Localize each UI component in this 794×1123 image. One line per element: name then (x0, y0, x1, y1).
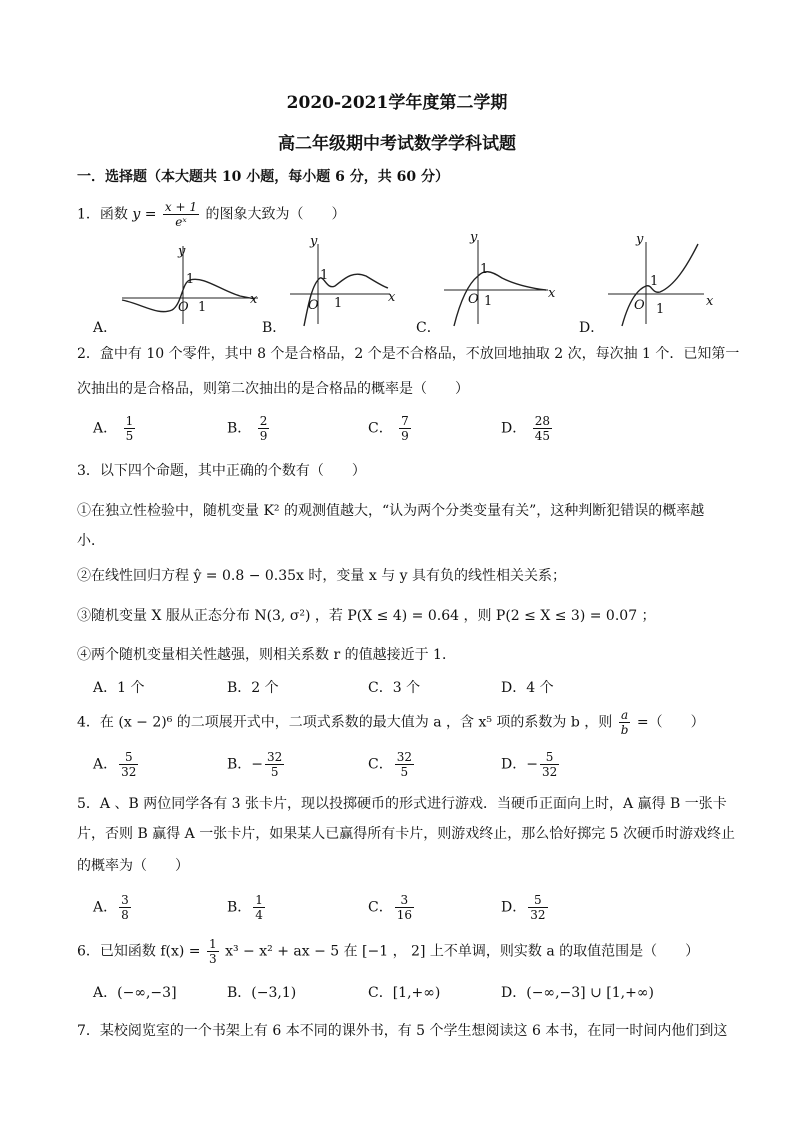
graph-d-origin: O (634, 298, 645, 313)
graph-c-one-y: 1 (480, 262, 489, 277)
graph-b-one-x: 1 (334, 296, 343, 311)
q4-option-d[interactable] (501, 750, 561, 779)
q2-option-d[interactable] (501, 414, 554, 443)
q4-a-den: 32 (121, 765, 137, 779)
q4-frac-den: b (620, 723, 629, 737)
q1-frac-num: x + 1 (164, 200, 198, 214)
q3-c-label: C． (368, 680, 393, 696)
q3-option-c[interactable] (368, 677, 420, 697)
q4-d-den: 32 (541, 765, 558, 779)
q6-b-text: (−3,1) (251, 985, 297, 1001)
q1-y-eq: y = (132, 206, 157, 223)
q4-fraction (619, 708, 631, 737)
q4-prefix: 4．在 (x − 2)⁶ 的二项展开式中，二项式系数的最大值为 a ，含 x⁵ 项的系数为 b ，则 (77, 714, 613, 731)
q1-option-b[interactable]: B． (262, 320, 287, 336)
question-3-statement-1-line2: 小． (77, 533, 105, 549)
q4-suffix: =（ ） (636, 714, 705, 731)
q5-option-a[interactable] (93, 893, 133, 922)
q4-d-sign: − (526, 756, 538, 773)
q6-option-d[interactable] (501, 982, 654, 1002)
q2-b-den: 9 (259, 429, 268, 443)
graph-d-one-y: 1 (650, 274, 659, 289)
q3-option-a[interactable] (93, 677, 144, 697)
q6-fraction (207, 937, 219, 966)
question-3-stem: 3．以下四个命题，其中正确的个数有（ ） (77, 463, 366, 479)
q6-option-a[interactable] (93, 982, 177, 1002)
q5-a-num: 3 (121, 893, 129, 907)
section-heading: 一．选择题（本大题共 10 小题，每小题 6 分，共 60 分） (77, 169, 449, 185)
q1-prefix: 1．函数 (77, 206, 128, 223)
graph-c-one-x: 1 (484, 294, 493, 309)
q5-d-den: 32 (530, 908, 546, 922)
q5-a-label: A． (93, 899, 118, 916)
graph-a-one-x: 1 (198, 300, 207, 315)
q4-b-num: 32 (267, 750, 283, 764)
graph-d-x-label: x (706, 294, 714, 309)
q6-option-b[interactable] (227, 982, 296, 1002)
q3-c-text: 3 个 (392, 680, 421, 696)
q2-option-c-frac (399, 414, 411, 443)
q4-a-frac (119, 750, 138, 779)
graph-c-x-label: x (548, 286, 556, 301)
graph-c (444, 240, 548, 326)
q4-d-frac (540, 750, 559, 779)
question-5-line1: 5．A 、B 两位同学各有 3 张卡片，现以投掷硬币的形式进行游戏．当硬币正面向上时，A 赢得 B 一张卡 (77, 796, 727, 812)
q1-option-c[interactable]: C． (416, 320, 441, 336)
q6-frac-num: 1 (209, 937, 217, 951)
q1-option-a[interactable]: A． (93, 320, 118, 336)
question-3-statement-4: ④两个随机变量相关性越强，则相关系数 r 的值越接近于 1． (77, 647, 456, 663)
q4-d-num: 5 (540, 750, 559, 765)
q6-c-text: [1,+∞) (392, 985, 441, 1001)
q3-a-label: A． (93, 680, 118, 696)
q4-a-label: A． (93, 756, 118, 773)
q4-b-label: B． (227, 756, 252, 773)
q5-b-num: 1 (255, 893, 263, 907)
q2-option-d-frac (533, 414, 552, 443)
q4-b-den: 5 (270, 765, 279, 779)
q2-a-den: 5 (125, 429, 134, 443)
question-2-line2: 次抽出的是合格品，则第二次抽出的是合格品的概率是（ ） (77, 381, 469, 397)
q6-option-c[interactable] (368, 982, 440, 1002)
q2-option-a-label: A． (93, 420, 118, 437)
graph-b (290, 244, 390, 326)
q2-option-a-frac (124, 414, 136, 443)
graph-c-origin: O (468, 292, 479, 307)
q5-d-frac (528, 893, 547, 922)
question-5-line2: 片，否则 B 赢得 A 一张卡片，如果某人已赢得所有卡片，则游戏终止，那么恰好掷完 5 次硬币时游戏终止 (77, 826, 736, 842)
q5-c-num: 3 (395, 893, 414, 908)
graph-b-origin: O (308, 298, 319, 313)
graph-c-y-label: y (470, 230, 478, 245)
q3-b-label: B． (227, 680, 252, 696)
q5-a-frac (119, 893, 131, 922)
q2-option-b[interactable] (227, 414, 271, 443)
q5-b-label: B． (227, 899, 252, 916)
q6-prefix: 6．已知函数 f(x) = (77, 943, 201, 960)
q2-option-a[interactable] (93, 414, 137, 443)
q5-c-label: C． (368, 899, 393, 916)
graph-b-x-label: x (388, 290, 396, 305)
q6-a-text: (−∞,−3] (117, 985, 177, 1001)
exam-title-term: 2020-2021学年度第二学期 (286, 93, 508, 113)
question-3-statement-3: ③随机变量 X 服从正态分布 N(3, σ²) ，若 P(X ≤ 4) = 0.64 ，则 P(2 ≤ X ≤ 3) = 0.07 ； (77, 608, 656, 624)
q1-frac-den: eˣ (175, 215, 187, 229)
graph-a-y-label: y (178, 244, 186, 259)
exam-title-subject: 高二年级期中考试数学学科试题 (278, 134, 516, 154)
graph-a-one-y: 1 (186, 272, 195, 287)
q2-c-den: 9 (401, 429, 409, 443)
q2-option-b-label: B． (227, 420, 252, 437)
q5-c-frac (395, 893, 414, 922)
q3-a-text: 1 个 (117, 680, 145, 696)
q5-d-label: D． (501, 899, 527, 916)
q2-c-num: 7 (401, 414, 409, 428)
q4-b-frac (265, 750, 284, 779)
q6-frac-den: 3 (209, 952, 217, 966)
q5-b-den: 4 (255, 908, 263, 922)
q3-b-text: 2 个 (251, 680, 279, 696)
question-6-stem (77, 937, 699, 966)
q2-option-d-label: D． (501, 420, 527, 437)
q2-b-num: 2 (259, 414, 268, 428)
question-1-stem (77, 200, 345, 229)
q6-a-label: A． (93, 985, 118, 1001)
q5-c-den: 16 (396, 908, 412, 922)
q1-fraction (163, 200, 199, 229)
q4-option-b[interactable] (227, 750, 286, 779)
q4-option-c[interactable] (368, 750, 416, 779)
q1-option-d[interactable]: D． (579, 320, 605, 336)
q4-c-frac (395, 750, 414, 779)
q5-d-num: 5 (528, 893, 547, 908)
q4-c-den: 5 (400, 765, 409, 779)
q3-option-b[interactable] (227, 677, 279, 697)
q5-option-c[interactable] (368, 893, 416, 922)
q3-d-label: D． (501, 680, 527, 696)
q4-b-sign: − (251, 756, 264, 773)
question-7-line1: 7．某校阅览室的一个书架上有 6 本不同的课外书，有 5 个学生想阅读这 6 本书，在同一时间内他们到这 (77, 1023, 728, 1039)
graph-a-x-label: x (250, 292, 258, 307)
q4-option-a[interactable] (93, 750, 140, 779)
q4-c-num: 32 (396, 750, 412, 764)
q2-option-c[interactable] (368, 414, 413, 443)
q6-d-text: (−∞,−3] ∪ [1,+∞) (526, 985, 654, 1001)
graph-b-one-y: 1 (320, 268, 329, 283)
graph-d-one-x: 1 (656, 302, 665, 317)
q2-d-num: 28 (534, 414, 550, 428)
q6-d-label: D． (501, 985, 527, 1001)
q5-option-d[interactable] (501, 893, 550, 922)
q2-option-b-frac (258, 414, 270, 443)
q5-b-frac (253, 893, 265, 922)
graph-a-origin: O (178, 300, 189, 315)
q1-suffix: 的图象大致为（ ） (205, 206, 346, 223)
q6-b-label: B． (227, 985, 252, 1001)
q2-d-den: 45 (534, 429, 550, 443)
q4-d-label: D． (501, 756, 527, 773)
q4-a-num: 5 (119, 750, 138, 765)
q4-c-label: C． (368, 756, 393, 773)
q2-option-c-label: C． (368, 420, 393, 437)
question-3-statement-2: ②在线性回归方程 ŷ = 0.8 − 0.35x 时，变量 x 与 y 具有负的线性相关关系； (77, 568, 567, 584)
question-5-line3: 的概率为（ ） (77, 858, 189, 874)
q2-a-num: 1 (125, 414, 134, 428)
q5-a-den: 8 (121, 908, 129, 922)
q5-option-b[interactable] (227, 893, 267, 922)
graph-b-y-label: y (310, 234, 318, 249)
q4-frac-num: a (619, 708, 631, 723)
question-2-line1: 2．盒中有 10 个零件，其中 8 个是合格品，2 个是不合格品，不放回地抽取 2 次，每次抽 1 个．已知第一 (77, 346, 740, 362)
graph-d-y-label: y (636, 232, 644, 247)
q6-suffix: x³ − x² + ax − 5 在 [−1 ， 2] 上不单调，则实数 a 的取值范围是（ ） (225, 943, 700, 960)
q6-c-label: C． (368, 985, 393, 1001)
q3-option-d[interactable] (501, 677, 554, 697)
q3-d-text: 4 个 (526, 680, 554, 696)
question-3-statement-1-line1: ①在独立性检验中，随机变量 K² 的观测值越大，“认为两个分类变量有关”，这种判断犯错误的概率越 (77, 503, 705, 519)
question-4-stem (77, 708, 705, 737)
